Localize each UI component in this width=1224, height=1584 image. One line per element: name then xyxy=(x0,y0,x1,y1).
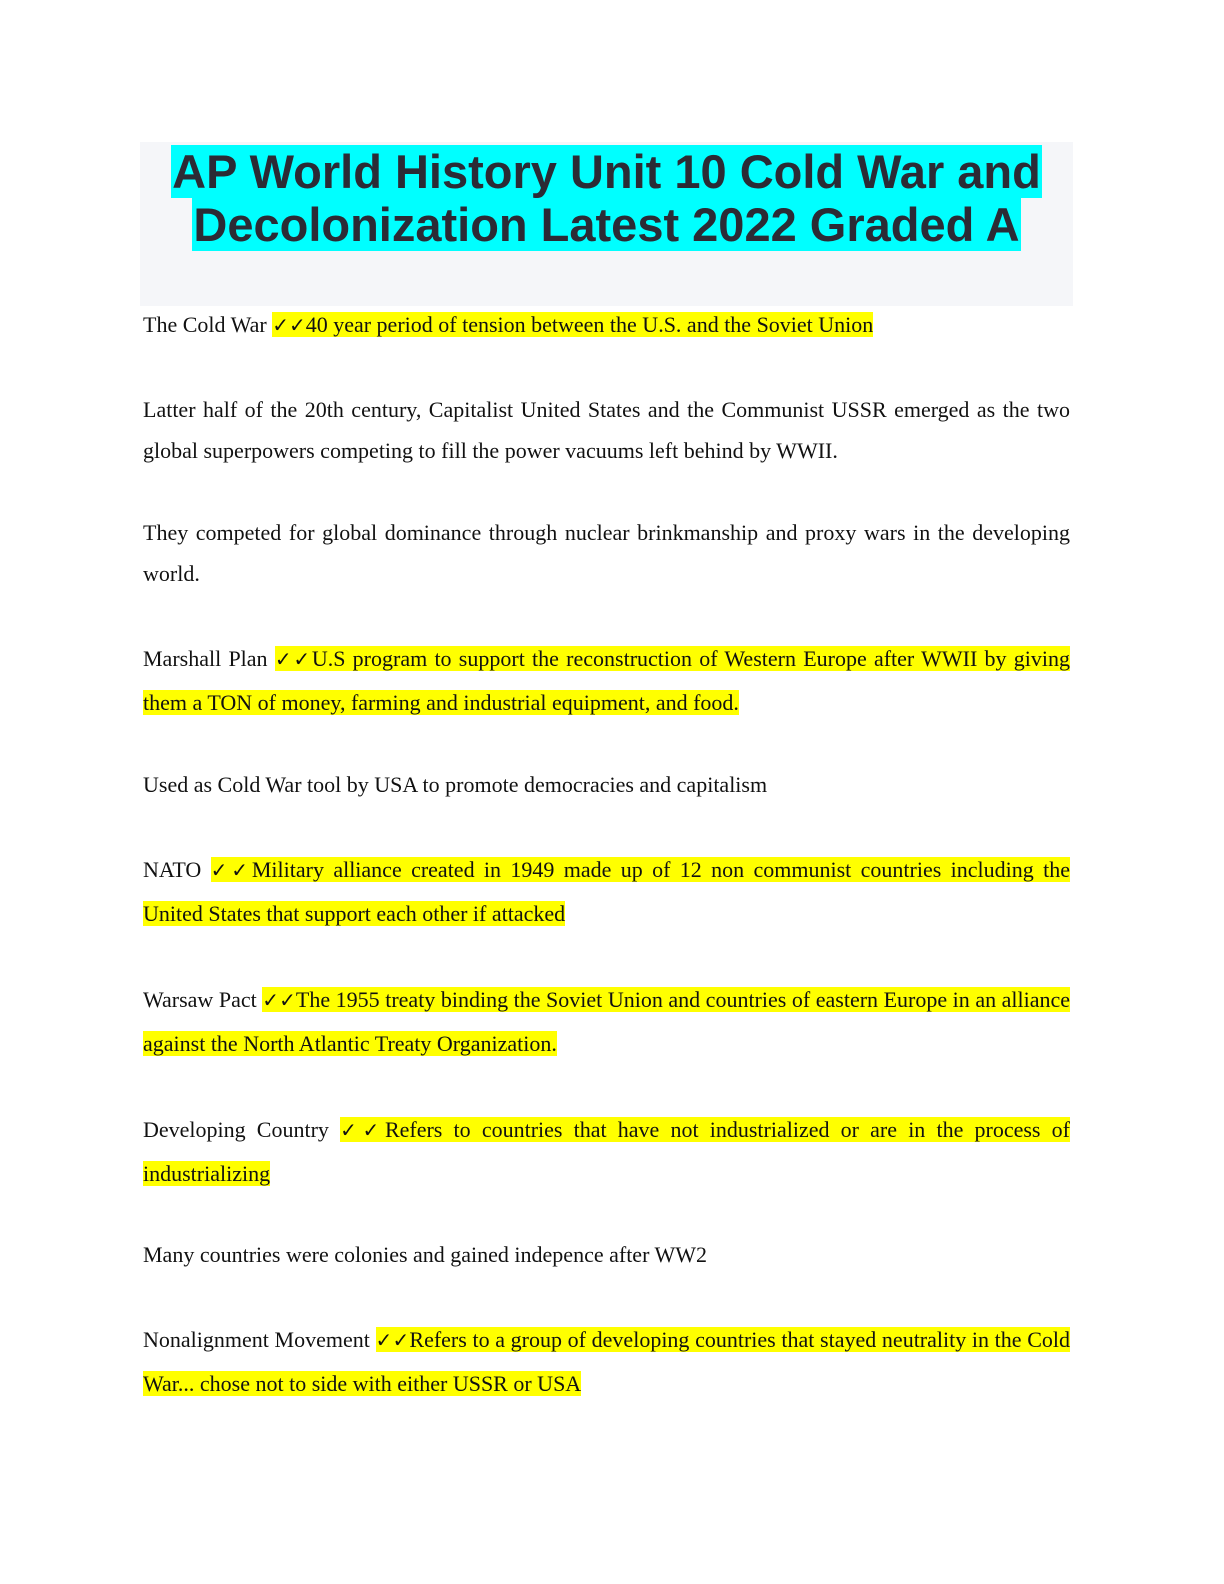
check-mark-icon: ✓✓ xyxy=(375,1328,410,1352)
entry-definition: Military alliance created in 1949 made up of 12 non communist countries including the United States that support each other if attacked xyxy=(143,857,1070,926)
entry-definition: U.S program to support the reconstruction of Western Europe after WWII by giving them a TON of money, farming and industrial equipment, and food. xyxy=(143,646,1070,715)
check-mark-icon: ✓✓ xyxy=(272,313,306,337)
note-cold-war-tool: Used as Cold War tool by USA to promote democracies and capitalism xyxy=(143,772,768,797)
entry-definition-highlight xyxy=(143,857,1070,926)
entry-developing-country xyxy=(143,1108,1070,1196)
note-colonies: Many countries were colonies and gained indepence after WW2 xyxy=(143,1242,708,1267)
note-global-dominance: They competed for global dominance through nuclear brinkmanship and proxy wars in the developing world. xyxy=(143,520,1070,586)
document-title xyxy=(140,145,1073,251)
entry-definition: Refers to countries that have not industrialized or are in the process of industrializing xyxy=(143,1117,1070,1186)
entry-nonalignment-movement xyxy=(143,1318,1070,1406)
check-mark-icon: ✓✓ xyxy=(340,1118,385,1142)
entry-warsaw-pact xyxy=(143,978,1070,1066)
entry-term: Developing Country xyxy=(143,1117,329,1142)
entry-definition-highlight xyxy=(272,312,873,337)
entry-marshall-plan xyxy=(143,637,1070,725)
entry-definition-highlight xyxy=(143,646,1070,715)
entry-nato xyxy=(143,848,1070,936)
entry-definition: 40 year period of tension between the U.S. and the Soviet Union xyxy=(305,312,874,337)
check-mark-icon: ✓✓ xyxy=(210,858,252,882)
entry-definition: The 1955 treaty binding the Soviet Union and countries of eastern Europe in an alliance against the North Atlantic Treaty Organization. xyxy=(143,987,1071,1056)
entry-definition-highlight xyxy=(143,987,1070,1056)
note-latter-half: Latter half of the 20th century, Capitalist United States and the Communist USSR emerged as the two global superpowers competing to fill the power vacuums left behind by WWII. xyxy=(143,397,1070,463)
entry-term: Marshall Plan xyxy=(143,646,268,671)
title-line-1: AP World History Unit 10 Cold War and xyxy=(172,145,1041,198)
check-mark-icon: ✓✓ xyxy=(262,988,296,1012)
entry-term: Warsaw Pact xyxy=(143,987,257,1012)
entry-term: Nonalignment Movement xyxy=(143,1327,370,1352)
entry-term: NATO xyxy=(143,857,202,882)
entry-definition: Refers to a group of developing countries that stayed neutrality in the Cold War... chose not to side with either USSR or USA xyxy=(143,1327,1071,1396)
check-mark-icon: ✓✓ xyxy=(274,647,312,671)
title-line-2: Decolonization Latest 2022 Graded A xyxy=(193,198,1020,251)
entry-cold-war xyxy=(143,304,1070,346)
entry-term: The Cold War xyxy=(143,312,267,337)
